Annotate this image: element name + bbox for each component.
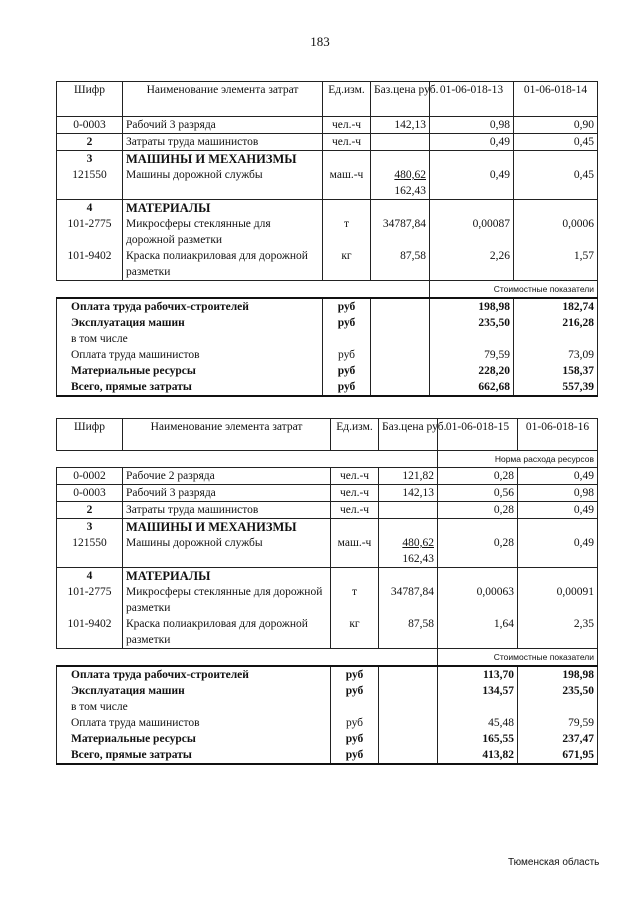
cell-price: 87,58 [371, 248, 430, 281]
total-name: Эксплуатация машин [57, 683, 331, 699]
header-code: Шифр [57, 419, 123, 451]
page-number: 183 [310, 34, 330, 49]
header-name: Наименование элемента затрат [123, 419, 331, 451]
total-name: Оплата труда машинистов [57, 715, 331, 731]
total-name: Оплата труда машинистов [57, 347, 323, 363]
total-unit: руб [323, 298, 371, 315]
price-secondary: 162,43 [402, 553, 434, 565]
cell-value-2: 0,98 [518, 485, 598, 502]
cell-value-1: 0,56 [438, 485, 518, 502]
total-unit: руб [331, 666, 379, 683]
cell-value-2: 0,49 [518, 535, 598, 568]
cell-value-2: 0,90 [514, 117, 598, 134]
section-code: 3 [57, 519, 123, 536]
header-base-price: Баз.цена руб. [371, 82, 430, 117]
total-row [57, 298, 598, 315]
table-row [57, 167, 598, 200]
cell-value-2: 0,49 [518, 468, 598, 485]
section-code: 3 [57, 151, 123, 168]
cell-value-2: 0,0006 [514, 216, 598, 248]
total-name: в том числе [57, 699, 331, 715]
section-row [57, 200, 598, 217]
section-title: МАШИНЫ И МЕХАНИЗМЫ [123, 151, 323, 168]
section-title: МАТЕРИАЛЫ [123, 200, 323, 217]
section-code: 4 [57, 568, 123, 585]
total-row [57, 363, 598, 379]
total-name: Материальные ресурсы [57, 731, 331, 747]
cell-code: 101-2775 [57, 584, 123, 616]
total-value-1: 413,82 [438, 747, 518, 764]
cell-value-2: 0,45 [514, 134, 598, 151]
cell-price [371, 167, 430, 200]
header-name: Наименование элемента затрат [123, 82, 323, 117]
total-name: Материальные ресурсы [57, 363, 323, 379]
cell-code: 2 [57, 134, 123, 151]
table-header-row [57, 419, 598, 451]
total-row [57, 683, 598, 699]
total-row [57, 699, 598, 715]
section-title: МАШИНЫ И МЕХАНИЗМЫ [123, 519, 331, 536]
section-title: МАТЕРИАЛЫ [123, 568, 331, 585]
cell-value-1: 0,98 [430, 117, 514, 134]
table-row [57, 485, 598, 502]
header-col1: 01-06-018-13 [430, 82, 514, 117]
total-name: в том числе [57, 331, 323, 347]
table-row [57, 117, 598, 134]
total-value-1: 228,20 [430, 363, 514, 379]
cell-code: 101-9402 [57, 248, 123, 281]
total-value-2: 235,50 [518, 683, 598, 699]
cell-unit: т [331, 584, 379, 616]
total-value-1: 165,55 [438, 731, 518, 747]
cost-label: Стоимостные показатели [438, 649, 598, 667]
cell-value-1: 0,28 [438, 535, 518, 568]
total-value-2: 198,98 [518, 666, 598, 683]
norm-label-row [57, 451, 598, 468]
total-row [57, 666, 598, 683]
cell-unit: кг [331, 616, 379, 649]
header-col2: 01-06-018-14 [514, 82, 598, 117]
table-row [57, 134, 598, 151]
resource-table-1 [56, 81, 598, 397]
total-unit: руб [331, 747, 379, 764]
total-value-2: 73,09 [514, 347, 598, 363]
total-name: Оплата труда рабочих-строителей [57, 666, 331, 683]
norm-label: Норма расхода ресурсов [438, 451, 598, 468]
cell-name: Рабочий 3 разряда [123, 485, 331, 502]
cell-value-1: 0,00063 [438, 584, 518, 616]
cell-value-1: 1,64 [438, 616, 518, 649]
cell-name: Краска полиакриловая для дорожной разметки [123, 248, 323, 281]
header-col2: 01-06-018-16 [518, 419, 598, 451]
cell-unit: чел.-ч [331, 485, 379, 502]
total-row [57, 379, 598, 396]
total-value-2: 237,47 [518, 731, 598, 747]
cell-unit: чел.-ч [331, 468, 379, 485]
total-value-2: 182,74 [514, 298, 598, 315]
table-row [57, 584, 598, 616]
cell-value-1: 0,28 [438, 468, 518, 485]
cell-unit: кг [323, 248, 371, 281]
cell-price [379, 535, 438, 568]
total-name: Эксплуатация машин [57, 315, 323, 331]
cell-price: 121,82 [379, 468, 438, 485]
header-unit: Ед.изм. [323, 82, 371, 117]
cell-value-2: 0,45 [514, 167, 598, 200]
cell-value-2: 0,00091 [518, 584, 598, 616]
section-row [57, 519, 598, 536]
cell-name: Рабочий 3 разряда [123, 117, 323, 134]
total-value-2: 671,95 [518, 747, 598, 764]
table-row [57, 616, 598, 649]
total-value-2: 216,28 [514, 315, 598, 331]
total-unit: руб [323, 363, 371, 379]
cell-price: 142,13 [379, 485, 438, 502]
price-secondary: 162,43 [394, 185, 426, 197]
cost-label-row [57, 649, 598, 667]
price-main: 480,62 [402, 537, 434, 549]
cell-value-1: 0,49 [430, 167, 514, 200]
total-unit: руб [323, 347, 371, 363]
header-base-price: Баз.цена руб. [379, 419, 438, 451]
total-row [57, 315, 598, 331]
page-footer: Тюменская область [508, 857, 600, 868]
cell-name: Машины дорожной службы [123, 535, 331, 568]
total-row [57, 731, 598, 747]
total-value-2: 158,37 [514, 363, 598, 379]
table-row [57, 502, 598, 519]
total-unit: руб [323, 315, 371, 331]
section-row [57, 151, 598, 168]
total-value-1: 113,70 [438, 666, 518, 683]
table-row [57, 468, 598, 485]
total-value-1: 662,68 [430, 379, 514, 396]
cell-unit: чел.-ч [331, 502, 379, 519]
total-value-1: 235,50 [430, 315, 514, 331]
cell-name: Затраты труда машинистов [123, 134, 323, 151]
cell-code: 0-0003 [57, 485, 123, 502]
header-col1: 01-06-018-15 [438, 419, 518, 451]
total-row [57, 715, 598, 731]
cell-name: Микросферы стеклянные для дорожной разметки [123, 216, 323, 248]
cell-unit: маш.-ч [331, 535, 379, 568]
section-code: 4 [57, 200, 123, 217]
cell-name: Затраты труда машинистов [123, 502, 331, 519]
cell-value-2: 2,35 [518, 616, 598, 649]
total-unit: руб [331, 683, 379, 699]
cell-value-1: 0,00087 [430, 216, 514, 248]
total-unit: руб [331, 715, 379, 731]
total-name: Всего, прямые затраты [57, 379, 323, 396]
table-row [57, 248, 598, 281]
cell-unit: чел.-ч [323, 117, 371, 134]
cell-value-2: 0,49 [518, 502, 598, 519]
total-row [57, 747, 598, 764]
total-value-1: 134,57 [438, 683, 518, 699]
table-row [57, 535, 598, 568]
table-header-row [57, 82, 598, 117]
cell-name: Краска полиакриловая для дорожной разметки [123, 616, 331, 649]
total-name: Всего, прямые затраты [57, 747, 331, 764]
cell-name: Рабочие 2 разряда [123, 468, 331, 485]
total-value-1: 45,48 [438, 715, 518, 731]
cell-code: 101-9402 [57, 616, 123, 649]
total-unit: руб [331, 731, 379, 747]
cell-code: 101-2775 [57, 216, 123, 248]
cell-price: 34787,84 [371, 216, 430, 248]
total-value-2: 557,39 [514, 379, 598, 396]
cell-code: 0-0002 [57, 468, 123, 485]
table-row [57, 216, 598, 248]
section-row [57, 568, 598, 585]
cell-price: 87,58 [379, 616, 438, 649]
price-main: 480,62 [394, 169, 426, 181]
cell-unit: т [323, 216, 371, 248]
cost-label-row [57, 281, 598, 299]
cell-unit: маш.-ч [323, 167, 371, 200]
cell-name: Микросферы стеклянные для дорожной разметки [123, 584, 331, 616]
cell-unit: чел.-ч [323, 134, 371, 151]
cell-code: 121550 [57, 535, 123, 568]
cell-price [371, 134, 430, 151]
cost-label: Стоимостные показатели [430, 281, 598, 299]
total-name: Оплата труда рабочих-строителей [57, 298, 323, 315]
cell-code: 0-0003 [57, 117, 123, 134]
cell-value-1: 0,49 [430, 134, 514, 151]
total-value-1: 198,98 [430, 298, 514, 315]
cell-price [379, 502, 438, 519]
header-code: Шифр [57, 82, 123, 117]
cell-price: 142,13 [371, 117, 430, 134]
total-row [57, 347, 598, 363]
cell-value-1: 0,28 [438, 502, 518, 519]
cell-value-1: 2,26 [430, 248, 514, 281]
total-row [57, 331, 598, 347]
cell-code: 2 [57, 502, 123, 519]
total-unit: руб [323, 379, 371, 396]
cell-name: Машины дорожной службы [123, 167, 323, 200]
resource-table-2 [56, 418, 598, 765]
cell-value-2: 1,57 [514, 248, 598, 281]
cell-code: 121550 [57, 167, 123, 200]
total-value-1: 79,59 [430, 347, 514, 363]
total-value-2: 79,59 [518, 715, 598, 731]
cell-price: 34787,84 [379, 584, 438, 616]
header-unit: Ед.изм. [331, 419, 379, 451]
